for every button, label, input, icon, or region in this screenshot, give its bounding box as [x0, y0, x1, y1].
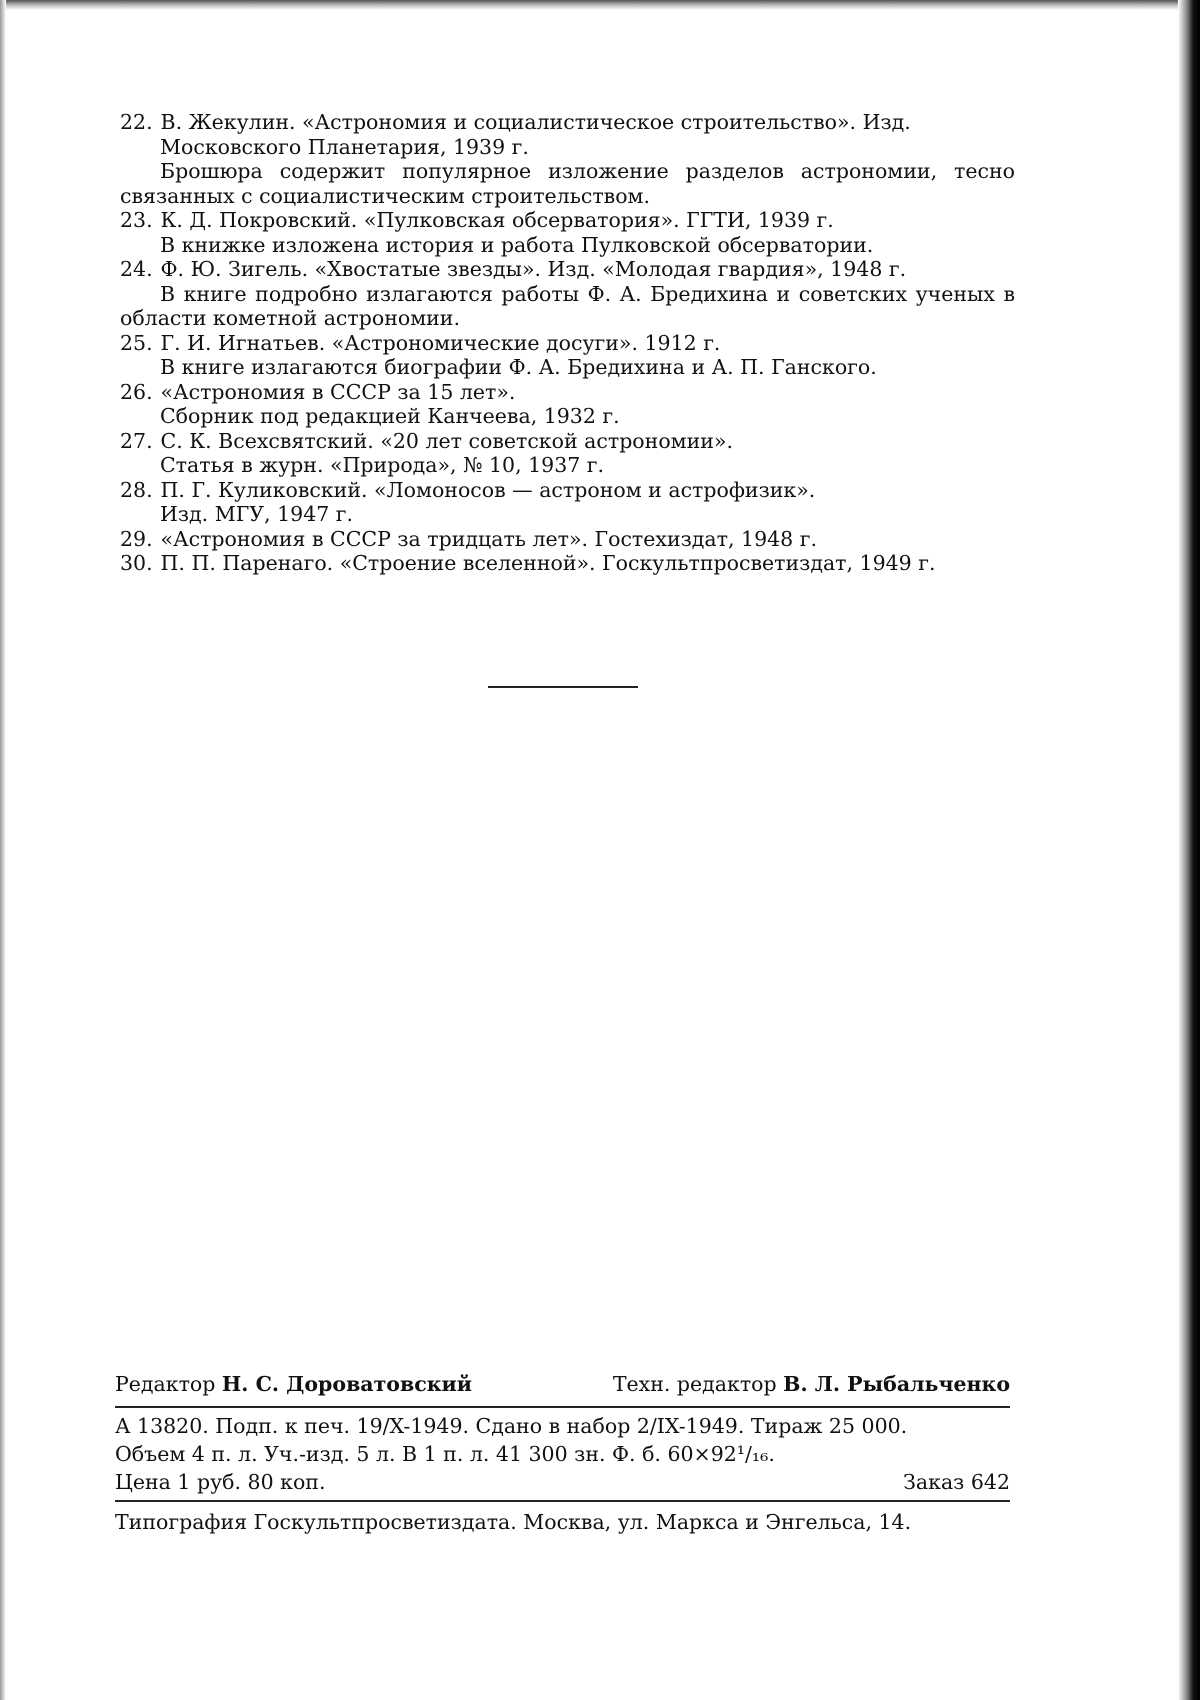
specs-line-1: А 13820. Подп. к печ. 19/X-1949. Сдано в набор 2/IX-1949. Тираж 25 000. — [115, 1414, 908, 1438]
reference-number: 29. — [120, 526, 153, 551]
reference-title: П. Г. Куликовский. «Ломоносов — астроном и астрофизик». — [160, 477, 816, 502]
reference-title: «Астрономия в СССР за 15 лет». — [160, 379, 516, 404]
reference-item — [120, 331, 1015, 380]
reference-item — [120, 110, 1015, 208]
price-text: Цена 1 руб. 80 коп. — [115, 1470, 326, 1494]
printer-line: Типография Госкультпросветиздата. Москва, ул. Маркса и Энгельса, 14. — [115, 1510, 912, 1534]
reference-title: «Астрономия в СССР за тридцать лет». Гостехиздат, 1948 г. — [160, 526, 817, 551]
reference-number: 28. — [120, 477, 153, 502]
reference-item — [120, 380, 1015, 429]
reference-list — [120, 110, 1015, 576]
reference-number: 23. — [120, 208, 153, 232]
reference-title: К. Д. Покровский. «Пулковская обсерватория». ГГТИ, 1939 г. — [160, 208, 834, 232]
imprint-rule-top — [115, 1406, 1010, 1408]
reference-title: В. Жекулин. «Астрономия и социалистическое строительство». Изд. — [160, 110, 911, 134]
reference-number: 24. — [120, 257, 153, 281]
publication-specs — [115, 1412, 1010, 1496]
scan-border-right — [1178, 0, 1200, 1700]
reference-item — [120, 478, 1015, 527]
specs-line-2: Объем 4 п. л. Уч.-изд. 5 л. В 1 п. л. 41 300 зн. Ф. б. 60×92¹/₁₆. — [115, 1442, 775, 1466]
reference-item — [120, 551, 1015, 576]
reference-title: Г. И. Игнатьев. «Астрономические досуги». 1912 г. — [160, 330, 721, 355]
reference-item — [120, 429, 1015, 478]
reference-title: П. П. Паренаго. «Строение вселенной». Госкультпросветиздат, 1949 г. — [160, 551, 936, 575]
section-divider — [488, 686, 638, 688]
tech-editor-credit — [613, 1370, 1010, 1398]
editor-label: Редактор — [115, 1372, 216, 1396]
reference-note: В книге излагаются биографии Ф. А. Бредихина и А. П. Ганского. — [160, 355, 877, 379]
imprint-rule-bottom — [115, 1500, 1010, 1502]
scan-border-left — [0, 0, 6, 1700]
editor-credit — [115, 1370, 472, 1398]
order-number: Заказ 642 — [903, 1470, 1010, 1494]
tech-editor-label: Техн. редактор — [612, 1372, 777, 1396]
tech-editor-name: В. Л. Рыбальченко — [783, 1372, 1010, 1396]
reference-title: Ф. Ю. Зигель. «Хвостатые звезды». Изд. «Молодая гвардия», 1948 г. — [160, 257, 907, 281]
reference-note: Брошюра содержит популярное изложение разделов астрономии, тесно связанных с социалистическим строительством. — [120, 159, 1015, 208]
reference-note: Сборник под редакцией Канчеева, 1932 г. — [160, 404, 620, 428]
reference-note: В книжке изложена история и работа Пулковской обсерватории. — [160, 232, 874, 257]
reference-note: Изд. МГУ, 1947 г. — [160, 502, 354, 526]
reference-number: 25. — [120, 330, 153, 355]
reference-note: Статья в журн. «Природа», № 10, 1937 г. — [160, 453, 605, 477]
reference-item — [120, 208, 1015, 257]
reference-note: В книге подробно излагаются работы Ф. А. Бредихина и советских ученых в области кометной астрономии. — [120, 281, 1015, 330]
reference-number: 30. — [120, 551, 153, 575]
editors-line — [115, 1370, 1010, 1398]
scan-border-top — [0, 0, 1200, 10]
editor-name: Н. С. Дороватовский — [221, 1372, 472, 1396]
reference-number: 22. — [120, 110, 153, 134]
reference-number: 26. — [120, 379, 153, 404]
reference-item — [120, 527, 1015, 552]
reference-continuation: Московского Планетария, 1939 г. — [160, 134, 529, 159]
reference-title: С. К. Всехсвятский. «20 лет советской астрономии». — [160, 428, 733, 453]
reference-number: 27. — [120, 428, 153, 453]
imprint-block — [115, 1370, 1010, 1557]
reference-item — [120, 257, 1015, 331]
